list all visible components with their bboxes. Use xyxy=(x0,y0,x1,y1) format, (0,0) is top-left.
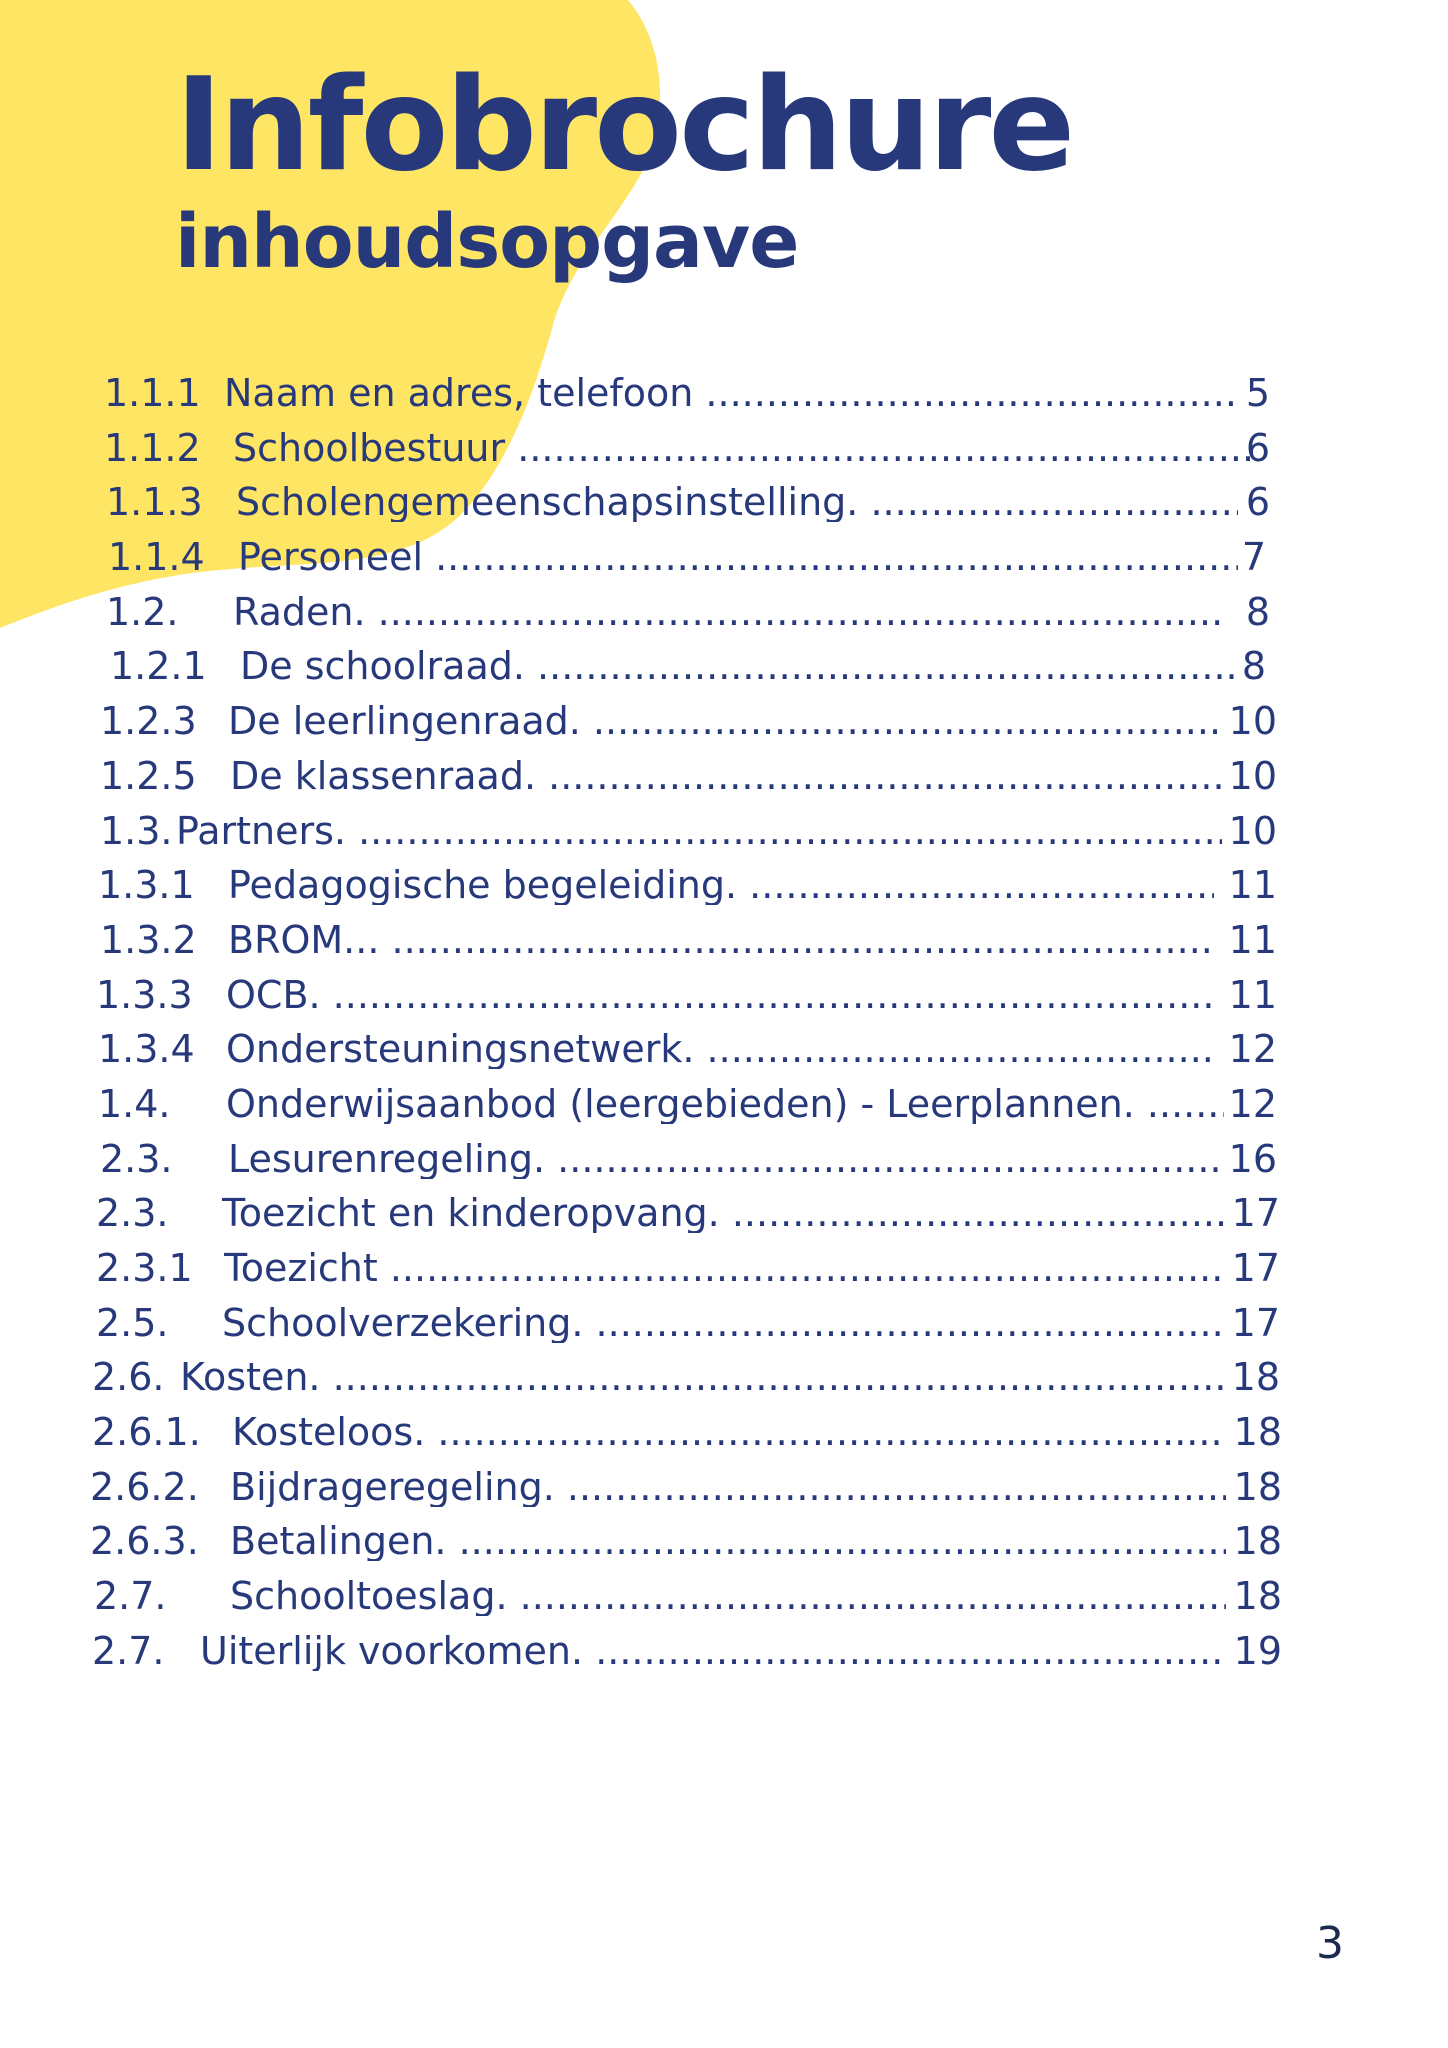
toc-entry-page: 7 xyxy=(1241,535,1266,580)
toc-entry-title: Partners. ..... xyxy=(176,811,1222,851)
toc-entry[interactable] xyxy=(0,1351,1448,1406)
toc-entry[interactable] xyxy=(0,422,1448,477)
page-title: Infobrochure xyxy=(175,51,1073,200)
toc-entry-page: 12 xyxy=(1228,1081,1277,1126)
toc-entry[interactable] xyxy=(0,914,1448,969)
toc-entry-page: 17 xyxy=(1231,1246,1280,1290)
toc-entry-page: 18 xyxy=(1231,1355,1280,1400)
toc-entry-title: Raden. ..... xyxy=(233,592,1226,632)
toc-entry-number: 2.3.1 xyxy=(96,1246,193,1290)
table-of-contents xyxy=(0,367,1448,1680)
toc-entry[interactable] xyxy=(0,586,1448,641)
toc-entry[interactable] xyxy=(0,476,1448,531)
toc-entry[interactable] xyxy=(0,1078,1448,1133)
toc-entry-number: 1.1.3 xyxy=(106,480,203,525)
toc-entry-title: BROM... ..... xyxy=(228,920,1214,960)
toc-entry-page: 10 xyxy=(1228,699,1277,744)
page-subtitle: inhoudsopgave xyxy=(175,199,799,285)
toc-entry[interactable] xyxy=(0,695,1448,750)
toc-entry[interactable] xyxy=(0,1625,1448,1680)
toc-entry[interactable] xyxy=(0,1570,1448,1625)
toc-entry-page: 11 xyxy=(1228,917,1277,962)
toc-entry-title: De leerlingenraad. ..... xyxy=(228,701,1222,741)
toc-entry-page: 18 xyxy=(1233,1464,1282,1509)
toc-entry-title: Betalingen. ..... xyxy=(230,1521,1226,1561)
toc-entry-number: 1.2. xyxy=(106,589,179,634)
toc-entry-number: 1.3.4 xyxy=(98,1027,195,1072)
toc-entry-title: Schooltoeslag. ..... xyxy=(230,1576,1226,1616)
toc-entry-title: Bijdrageregeling. ..... xyxy=(230,1467,1226,1507)
toc-entry-title: Toezicht en kinderopvang. ..... xyxy=(222,1193,1226,1233)
toc-entry-title: Naam en adres, telefoon ..... xyxy=(224,373,1240,413)
toc-entry-number: 2.3. xyxy=(96,1191,169,1236)
toc-entry-number: 1.3.3 xyxy=(96,972,193,1017)
toc-entry-title: Scholengemeenschapsinstelling. ..... xyxy=(236,482,1238,522)
toc-entry[interactable] xyxy=(0,805,1448,860)
toc-entry-page: 5 xyxy=(1245,371,1270,415)
toc-entry-title: De schoolraad. ..... xyxy=(240,646,1236,686)
toc-entry[interactable] xyxy=(0,969,1448,1024)
toc-entry-page: 8 xyxy=(1245,589,1270,634)
toc-entry-number: 1.3.1 xyxy=(98,863,195,908)
toc-entry-number: 1.3.2 xyxy=(100,917,197,962)
toc-entry-number: 1.4. xyxy=(98,1081,171,1126)
toc-entry-number: 2.6.2. xyxy=(90,1464,199,1509)
toc-entry[interactable] xyxy=(0,1133,1448,1188)
toc-entry-page: 18 xyxy=(1233,1410,1282,1455)
toc-entry[interactable] xyxy=(0,640,1448,695)
toc-entry-title: Pedagogische begeleiding. ..... xyxy=(228,865,1214,905)
toc-entry-title: Personeel ..... xyxy=(238,537,1238,577)
toc-entry[interactable] xyxy=(0,1461,1448,1516)
toc-entry-number: 2.6.1. xyxy=(92,1410,201,1455)
toc-entry-number: 1.3. xyxy=(100,808,173,853)
toc-entry-page: 18 xyxy=(1233,1574,1282,1619)
toc-entry-title: OCB. ..... xyxy=(226,975,1214,1015)
toc-entry[interactable] xyxy=(0,1297,1448,1352)
toc-entry[interactable] xyxy=(0,750,1448,805)
toc-entry-title: Schoolverzekering. ..... xyxy=(222,1303,1226,1343)
toc-entry[interactable] xyxy=(0,531,1448,586)
toc-entry[interactable] xyxy=(0,1515,1448,1570)
toc-entry-page: 6 xyxy=(1245,480,1270,525)
toc-entry-title: Ondersteuningsnetwerk. ..... xyxy=(226,1029,1214,1069)
toc-entry[interactable] xyxy=(0,1023,1448,1078)
page-number: 3 xyxy=(1316,1918,1344,1969)
toc-entry-number: 1.2.1 xyxy=(110,644,207,689)
toc-entry[interactable] xyxy=(0,367,1448,422)
toc-entry[interactable] xyxy=(0,1242,1448,1297)
toc-entry-title: Toezicht ..... xyxy=(224,1248,1226,1288)
toc-entry-title: Lesurenregeling. ..... xyxy=(228,1139,1224,1179)
toc-entry-number: 2.7. xyxy=(92,1628,165,1673)
toc-entry-number: 1.2.3 xyxy=(100,699,197,744)
toc-entry-number: 1.1.4 xyxy=(108,535,205,580)
toc-entry-page: 6 xyxy=(1245,425,1270,470)
toc-entry-page: 17 xyxy=(1231,1300,1280,1345)
toc-entry-page: 17 xyxy=(1231,1191,1280,1236)
toc-entry-page: 16 xyxy=(1228,1136,1277,1181)
toc-entry-page: 11 xyxy=(1228,972,1277,1017)
toc-entry[interactable] xyxy=(0,1187,1448,1242)
toc-entry-title: Onderwijsaanbod (leergebieden) - Leerplannen. ..... xyxy=(226,1084,1224,1124)
toc-entry-page: 19 xyxy=(1233,1628,1282,1673)
toc-entry-number: 1.1.2 xyxy=(104,425,201,470)
toc-entry-number: 2.5. xyxy=(96,1300,169,1345)
toc-entry-title: Schoolbestuur ..... xyxy=(233,428,1250,468)
toc-entry-page: 12 xyxy=(1228,1027,1277,1072)
toc-entry[interactable] xyxy=(0,1406,1448,1461)
toc-entry-page: 10 xyxy=(1228,808,1277,853)
toc-entry-title: De klassenraad. ..... xyxy=(230,756,1222,796)
toc-entry-page: 10 xyxy=(1228,753,1277,798)
toc-entry-title: Kosten. ..... xyxy=(180,1357,1226,1397)
toc-entry-page: 11 xyxy=(1228,863,1277,908)
toc-entry-title: Uiterlijk voorkomen. ..... xyxy=(200,1631,1226,1671)
toc-entry-number: 2.6. xyxy=(92,1355,165,1400)
toc-entry-number: 2.6.3. xyxy=(90,1519,199,1564)
toc-entry-number: 1.1.1 xyxy=(104,371,201,415)
toc-entry-page: 18 xyxy=(1233,1519,1282,1564)
toc-entry-number: 1.2.5 xyxy=(100,753,197,798)
toc-entry-page: 8 xyxy=(1241,644,1266,689)
toc-entry-number: 2.7. xyxy=(94,1574,167,1619)
toc-entry[interactable] xyxy=(0,859,1448,914)
toc-entry-title: Kosteloos. ..... xyxy=(232,1412,1226,1452)
toc-entry-number: 2.3. xyxy=(100,1136,173,1181)
